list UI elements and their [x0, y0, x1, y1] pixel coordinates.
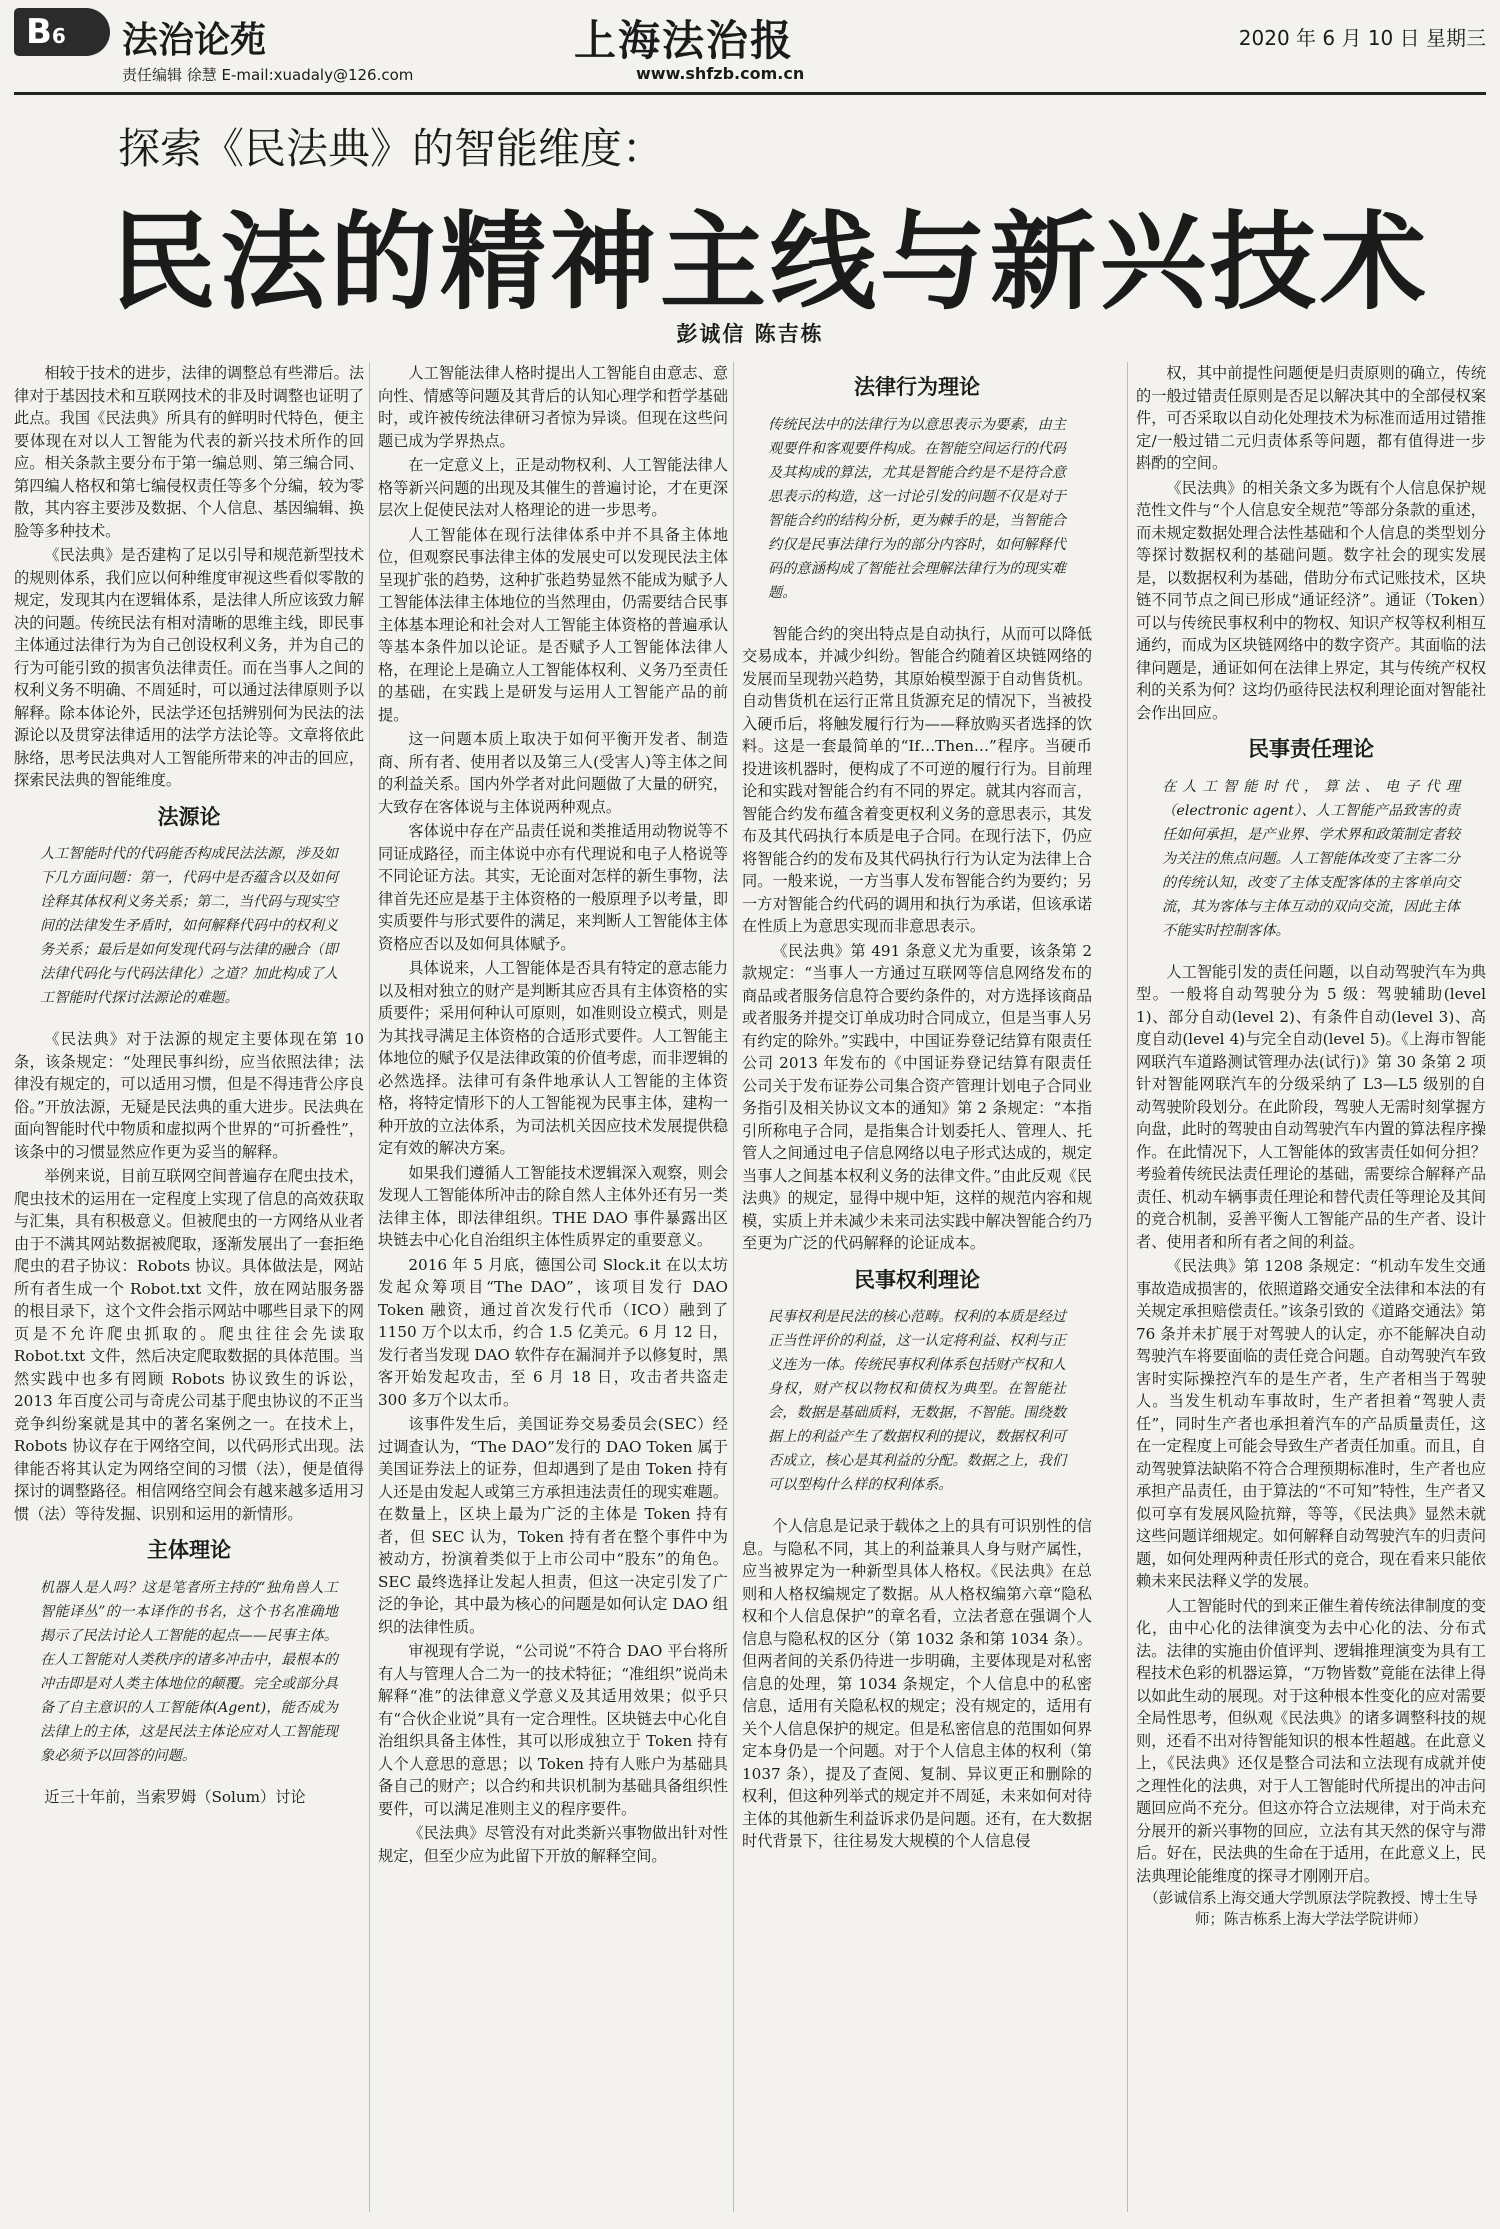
article-kicker: 探索《民法典》的智能维度：: [118, 124, 665, 173]
section-heading: 民事责任理论: [1248, 737, 1374, 761]
column-divider: [733, 362, 734, 2212]
author-credit: （彭诚信系上海交通大学凯原法学院教授、博士生导师；陈吉栋系上海大学法学院讲师）: [1144, 1891, 1478, 1928]
paragraph: 人工智能引发的责任问题，以自动驾驶汽车为典型。一般将自动驾驶分为 5 级：驾驶辅助(level 1)、部分自动(level 2)、有条件自动(level 3)、高度自动(level 4)与完全自动(level 5)。《上海市智能网联汽车道路测试管理办法(试行)》第 30 条第 2 项针对智能网联汽车的分级采纳了 L3—L5 级别的自动驾驶阶段划分。在此阶段，驾驶人无需时刻掌握方向盘，此时的驾驶由自动驾驶汽车内置的算法程序操作。在此情况下，人工智能体的致害责任如何分担？考验着传统民法责任理论的基础，需要综合解释产品责任、机动车辆事责任理论和替代责任等理论及其间的竞合机制，妥善平衡人工智能产品的生产者、设计者、使用者和所有者之间的利益。: [1136, 962, 1486, 1251]
column-4: [1136, 362, 1486, 1931]
newspaper-name: 上海法治报: [574, 16, 795, 65]
paragraph: 《民法典》对于法源的规定主要体现在第 10 条，该条规定：“处理民事纠纷，应当依照法律；法律没有规定的，可以适用习惯，但是不得违背公序良俗。”开放法源，无疑是民法典的重大进步。民法典在面向智能时代中物质和虚拟两个世界的“可折叠性”，该条中的习惯显然应作更为妥当的解释。: [14, 1030, 364, 1161]
date-line: 2020 年 6 月 10 日 星期三: [1238, 26, 1486, 50]
pull-quote: 在人工智能时代，算法、电子代理（electronic agent）、人工智能产品致害的责任如何承担，是产业界、学术界和政策制定者较为关注的焦点问题。人工智能体改变了主客二分的传统认知，改变了主体支配客体的主客单向交流，其为客体与主体互动的双向交流，因此主体不能实时控制客体。: [1162, 778, 1460, 939]
pull-quote: 人工智能时代的代码能否构成民法法源，涉及如下几方面问题：第一，代码中是否蕴含以及如何诠释其体权利义务关系；第二，当代码与现实空间的法律发生矛盾时，如何解释代码中的权利义务关系；最后是如何发现代码与法律的融合（即法律代码化与代码法律化）之道？加此构成了人工智能时代探讨法源论的难题。: [40, 846, 338, 1006]
column-divider: [1127, 362, 1128, 2212]
paragraph: 《民法典》尽管没有对此类新兴事物做出针对性规定，但至少应为此留下开放的解释空间。: [378, 1824, 728, 1865]
page-digit: 6: [51, 24, 66, 48]
column-2: [378, 362, 728, 1869]
article-headline: 民法的精神主线与新兴技术: [110, 201, 1430, 324]
paragraph: 在一定意义上，正是动物权利、人工智能法律人格等新兴问题的出现及其催生的普遍讨论，才在更深层次上促使民法对人格理论的进一步思考。: [378, 456, 728, 519]
paragraph: 客体说中存在产品责任说和类推适用动物说等不同证成路径，而主体说中亦有代理说和电子人格说等不同论证方法。其实，无论面对怎样的新生事物，法律首先还应是基于主体资格的一般原理予以考量，即实质要件与形式要件的满足，来判断人工智能体主体资格应否以及如何具体赋予。: [378, 822, 728, 953]
paragraph: 2016 年 5 月底，德国公司 Slock.it 在以太坊发起众筹项目“The DAO”，该项目发行 DAO Token 融资，通过首次发行代币（ICO）融到了 1150 万个以太币，约合 1.5 亿美元。6 月 12 日，发行者当发现 DAO 软件存在漏洞并予以修复时，黑客开始发起攻击，至 6 月 18 日，攻击者共盗走 300 多万个以太币。: [378, 1255, 728, 1409]
paragraph: 权，其中前提性问题便是归责原则的确立，传统的一般过错责任原则是否足以解决其中的全部侵权案件，可否采取以自动化处理技术为标准而适用过错推定/一般过错二元归责体系等问题，都有值得进一步斟酌的空间。: [1136, 364, 1486, 472]
paragraph: 如果我们遵循人工智能技术逻辑深入观察，则会发现人工智能体所冲击的除自然人主体外还有另一类法律主体，即法律组织。THE DAO 事件暴露出区块链去中心化自治组织主体性质界定的重要意义。: [378, 1163, 728, 1249]
column-1: [14, 362, 364, 1810]
section-heading: 民事权利理论: [854, 1267, 980, 1292]
paragraph: 人工智能体在现行法律体系中并不具备主体地位，但观察民事法律主体的发展史可以发现民法主体呈现扩张的趋势，这种扩张趋势显然不能成为赋予人工智能体法律主体地位的当然理由，仍需要结合民事主体基本理论和社会对人工智能主体资格的普遍承认等基本条件加以论证。是否赋予人工智能体法律人格，在理论上是确立人工智能体权利、义务乃至责任的基础，在实践上是研发与运用人工智能产品的前提。: [378, 525, 728, 724]
paragraph: 人工智能法律人格时提出人工智能自由意志、意向性、情感等问题及其背后的认知心理学和哲学基础时，或许被传统法律研习者惊为异谈。但现在这些问题已成为学界热点。: [378, 364, 728, 450]
pull-quote: 传统民法中的法律行为以意思表示为要素，由主观要件和客观要件构成。在智能空间运行的代码及其构成的算法，尤其是智能合约是不是符合意思表示的构造，这一讨论引发的问题不仅是对于智能合约的结构分析，更为棘手的是，当智能合约仅是民事法律行为的部分内容时，如何解释代码的意涵构成了智能社会理解法律行为的现实难题。: [768, 416, 1066, 601]
column-3: [742, 362, 1092, 1855]
paragraph: 相较于技术的进步，法律的调整总有些滞后。法律对于基因技术和互联网技术的非及时调整也证明了此点。我国《民法典》所具有的鲜明时代特色，便主要体现在对以人工智能为代表的新兴技术所作的回应。相关条款主要分布于第一编总则、第三编合同、第四编人格权和第七编侵权责任等多个分编，较为零散，其内容主要涉及数据、个人信息、基因编辑、换脸等多种技术。: [14, 364, 364, 540]
section-heading: 法律行为理论: [854, 375, 980, 399]
pull-quote: 机器人是人吗？这是笔者所主持的“独角兽人工智能译丛”的一本译作的书名，这个书名准确地揭示了民法讨论人工智能的起点——民事主体。在人工智能对人类秩序的诸多冲击中，最根本的冲击即是对人类主体地位的颠覆。完全或部分具备了自主意识的人工智能体(Agent)，能否成为法律上的主体，这是民法主体论应对人工智能现象必须予以回答的问题。: [40, 1579, 338, 1764]
pull-quote: 民事权利是民法的核心范畴。权利的本质是经过正当性评价的利益，这一认定将利益、权利与正义连为一体。传统民事权利体系包括财产权和人身权，财产权以物权和债权为典型。在智能社会，数据是基础质料，无数据，不智能。围绕数据上的利益产生了数据权利的提议，数据权利可否成立，核心是其利益的分配。数据之上，我们可以型构什么样的权利体系。: [768, 1309, 1066, 1493]
paragraph: 智能合约的突出特点是自动执行，从而可以降低交易成本，并减少纠纷。智能合约随着区块链网络的发展而呈现勃兴趋势，其原始模型源于自动售货机。自动售货机在运行正常且货源充足的情况下，当被投入硬币后，将触发履行行为——释放购买者选择的饮料。这是一套最简单的“If…Then…”程序。当硬币投进该机器时，便构成了不可逆的履行行为。目前理论和实践对智能合约有不同的界定。就其内容而言，智能合约发布蕴含着变更权利义务的意思表示，其发布及其代码执行本质是电子合同。在现行法下，仍应将智能合约的发布及其代码执行行为认定为法律上合同。一般来说，一方当事人发布智能合约为要约；另一方对智能合约代码的调用和执行为承诺，但该承诺在性质上为意思实现而非意思表示。: [742, 624, 1092, 935]
paragraph: 《民法典》是否建构了足以引导和规范新型技术的规则体系，我们应以何种维度审视这些看似零散的规定，发现其内在逻辑体系，是法律人所应该致力解决的问题。传统民法有相对清晰的思维主线，即民事主体通过法律行为为自己创设权利义务，并为自己的行为可能引致的损害负法律责任。而在当事人之间的权利义务不明确、不周延时，可以通过法律原则予以解释。除本体论外，民法学还包括辨别何为民法的法源论以及贯穿法律适用的法学方法论等。文章将依此脉络，思考民法典对人工智能所带来的冲击的回应，探索民法典的智能维度。: [14, 546, 364, 789]
masthead: [14, 8, 1486, 92]
paragraph: 举例来说，目前互联网空间普遍存在爬虫技术，爬虫技术的运用在一定程度上实现了信息的高效获取与汇集，具有积极意义。但被爬虫的一方网络从业者由于不满其网站数据被爬取，逐渐发展出了一套拒绝爬虫的君子协议：Robots 协议。具体做法是，网站所有者生成一个 Robot.txt 文件，放在网站服务器的根目录下，这个文件会指示网站中哪些目录下的网页是不允许爬虫抓取的。爬虫往往会先读取 Robot.txt 文件，然后决定爬取数据的具体范围。当然实践中也多有罔顾 Robots 协议致生的诉讼，2013 年百度公司与奇虎公司基于爬虫协议的不正当竞争纠纷案就是其中的著名案例之一。在技术上，Robots 协议存在于网络空间，以代码形式出现。法律能否将其认定为网络空间的习惯（法），便是值得探讨的调整路径。相信网络空间会有越来越多适用习惯（法）等待发掘、识别和运用的新情形。: [14, 1167, 364, 1523]
paragraph: 近三十年前，当索罗姆（Solum）讨论: [44, 1787, 306, 1806]
paragraph: 《民法典》第 1208 条规定：“机动车发生交通事故造成损害的，依照道路交通安全法律和本法的有关规定承担赔偿责任。”该条引致的《道路交通法》第 76 条并未扩展于对驾驶人的认定，亦不能解决自动驾驶汽车将要面临的责任竞合问题。自动驾驶汽车致害时实际操控汽车的是生产者，生产者相当于驾驶人。当发生机动车事故时，生产者担着“驾驶人责任”，同时生产者也承担着汽车的产品质量责任，这在一定程度上可能会导致生产者责任加重。而且，自动驾驶算法缺陷不符合合理预期标准时，生产者也应承担产品责任，由于算法的“不可知”特性，生产者又似可享有发展风险抗辩，等等，《民法典》显然未就这些问题详细规定。如何解释自动驾驶汽车的归责问题，如何处理两种责任形式的竞合，现在看来只能依赖未来民法释义学的发展。: [1136, 1257, 1486, 1590]
column-divider: [369, 362, 370, 2212]
website-url: www.shfzb.com.cn: [636, 64, 805, 83]
page-letter: B: [26, 12, 52, 52]
paragraph: 人工智能时代的到来正催生着传统法律制度的变化，由中心化的法律演变为去中心化的法、分布式法。法律的实施由价值评判、逻辑推理演变为具有工程技术色彩的机器运算，“万物皆数”竟能在法律上得以如此生动的展现。对于这种根本性变化的应对需要全局性思考，但纵观《民法典》的诸多调整科技的规则，还看不出对待智能知识的根本性超越。在此意义上，《民法典》还仅是整合司法和立法现有成就并使之理性化的法典，对于人工智能时代所提出的冲击问题回应尚不充分。但这亦符合立法规律，对于尚未充分展开的新兴事物的回应，立法有其天然的保守与滞后。好在，民法典的生命在于适用，在此意义上，民法典理论能维度的探寻才刚刚开启。: [1136, 1596, 1486, 1885]
paragraph: 个人信息是记录于载体之上的具有可识别性的信息。与隐私不同，其上的利益兼具人身与财产属性，应当被界定为一种新型具体人格权。《民法典》在总则和人格权编规定了数据。从人格权编第六章“隐私权和个人信息保护”的章名看，立法者意在强调个人信息与隐私权的区分（第 1032 条和第 1034 条）。但两者间的关系仍待进一步明确，主要体现是对私密信息的处理，第 1034 条规定，个人信息中的私密信息，适用有关隐私权的规定；没有规定的，适用有关个人信息保护的规定。但是私密信息的范围如何界定本身仍是一个问题。对于个人信息主体的权利（第 1037 条），提及了查阅、复制、异议更正和删除的权利，但这种列举式的规定并不周延，未来如何对待主体的其他新生利益诉求仍是问题。还有，在大数据时代背景下，往往易发大规模的个人信息侵: [742, 1517, 1092, 1850]
section-name: 法治论苑: [122, 20, 267, 61]
paragraph: 该事件发生后，美国证券交易委员会(SEC）经过调查认为，“The DAO”发行的 DAO Token 属于美国证券法上的证券，但却遇到了是由 Token 持有人还是由发起人或第三方承担违法责任的现实难题。在数量上，区块上最为广泛的主体是 Token 持有者，但 SEC 认为，Token 持有者在整个事件中为被动方，扮演着类似于上市公司中“股东”的角色。SEC 最终选择让发起人担责，但这一决定引发了广泛的争论，其中最为核心的问题是如何认定 DAO 组织的法律性质。: [378, 1415, 728, 1636]
editor-line: 责任编辑 徐慧 E-mail:xuadaly@126.com: [122, 66, 414, 84]
paragraph: 《民法典》第 491 条意义尤为重要，该条第 2 款规定：“当事人一方通过互联网等信息网络发布的商品或者服务信息符合要约条件的，对方选择该商品或者服务并提交订单成功时合同成立，但是当事人另有约定的除外。”实践中，中国证券登记结算有限责任公司 2013 年发布的《中国证券登记结算有限责任公司关于发布证券公司集合资产管理计划电子合同业务指引及相关协议文本的通知》第 2 条规定：“本指引所称电子合同，是指集合计划委托人、管理人、托管人之间通过电子信息网络以电子形式达成的，规定当事人之间基本权利义务的法律文件。”由此反观《民法典》的规定，显得中规中矩，这样的规范内容和规模，实质上并未减少未来司法实践中解决智能合约乃至更为广泛的代码解释的论证成本。: [742, 941, 1092, 1252]
paragraph: 《民法典》的相关条文多为既有个人信息保护规范性文件与“个人信息安全规范”等部分条款的重述，而未规定数据处理合法性基础和个人信息的类型划分等探讨数据权利的基础问题。数字社会的现实发展是，以数据权利为基础，借助分布式记账技术，区块链不同节点之间已形成“通证经济”。通证（Token）可以与传统民事权利中的物权、知识产权等权利相互通约，而成为区块链网络中的数字资产。其面临的法律问题是，通证如何在法律上界定，其与传统产权权利的关系为何？这均仍亟待民法权利理论面对智能社会作出回应。: [1136, 478, 1486, 722]
section-heading: 主体理论: [147, 1538, 231, 1562]
section-heading: 法源论: [157, 804, 221, 829]
article-authors: 彭诚信 陈吉栋: [676, 322, 824, 346]
masthead-rule: [14, 92, 1486, 95]
paragraph: 具体说来，人工智能体是否具有特定的意志能力以及相对独立的财产是判断其应否具有主体资格的实质要件；采用何种认可原则，如准则设立模式，则是为其找寻满足主体资格的合适形式要件。人工智能主体地位的赋予仅是法律政策的价值考虑，而非逻辑的必然选择。法律可有条件地承认人工智能的主体资格，将特定情形下的人工智能视为民事主体，建构一种开放的立法体系，为司法机关因应技术发展提供稳定有效的解决方案。: [378, 959, 728, 1157]
paragraph: 审视现有学说，“公司说”不符合 DAO 平台将所有人与管理人合二为一的技术特征；“准组织”说尚未解释“准”的法律意义学意义及其适用效果；似乎只有“合伙企业说”具有一定合理性。区块链去中心化自治组织具备主体性，其可以形成独立于 Token 持有人个人意思的意思；以 Token 持有人账户为基础具备自己的财产；以合约和共识机制为基础具备组织性要件，可以满足准则主义的程序要件。: [378, 1642, 728, 1818]
page-number-badge: [14, 8, 110, 56]
paragraph: 这一问题本质上取决于如何平衡开发者、制造商、所有者、使用者以及第三人(受害人)等主体之间的利益关系。国内外学者对此问题做了大量的研究，大致存在客体说与主体说两种观点。: [378, 730, 728, 816]
